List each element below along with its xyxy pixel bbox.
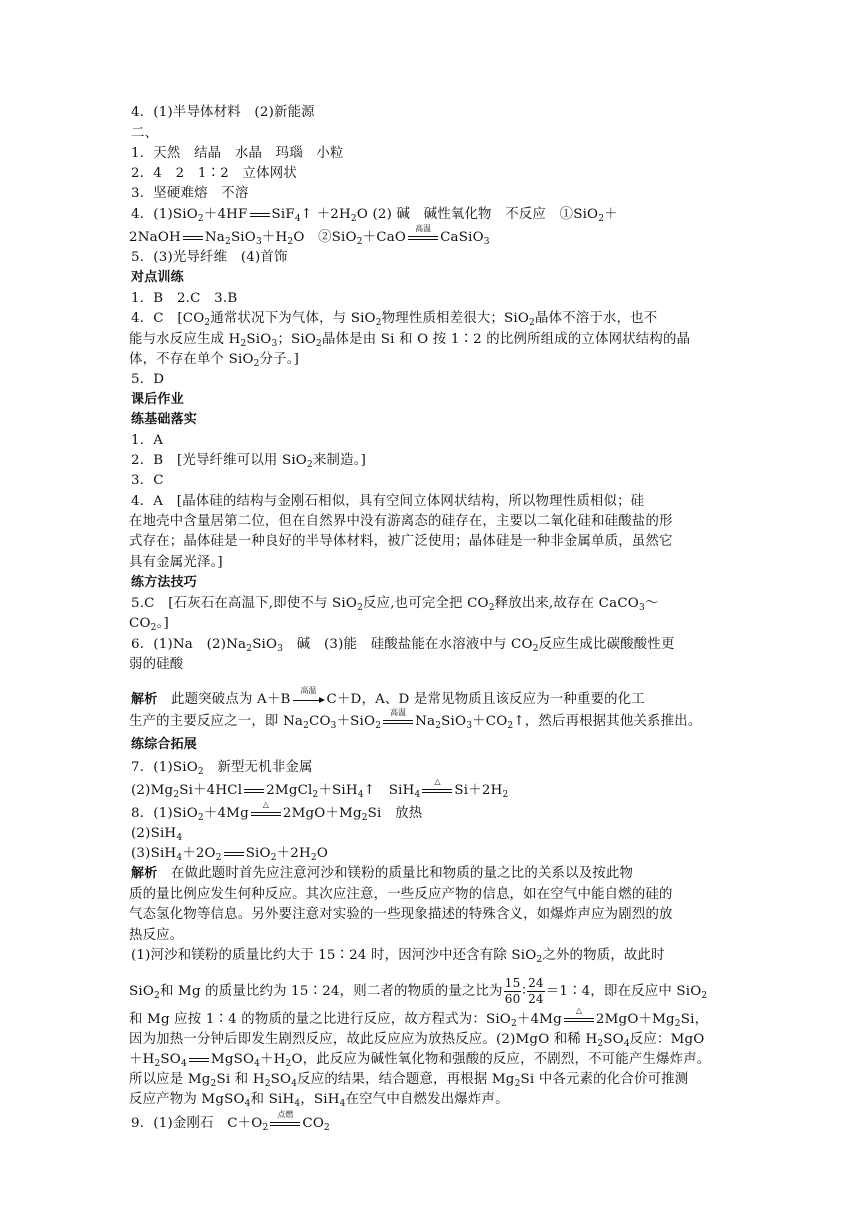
text-line: $CO_2$。] xyxy=(129,616,169,633)
text-line: (2)SiH$_4$ xyxy=(131,826,183,843)
text-line: 8．(1)SiO$_2$＋4Mg △ $2MgO+Mg_2Si$ 放热 xyxy=(131,804,731,828)
reaction-condition: 高温 xyxy=(390,708,407,717)
reaction-arrow xyxy=(291,686,327,710)
reaction-condition: 高温 xyxy=(300,686,317,695)
text-line: 2．4 2 1∶2 立体网状 xyxy=(131,166,297,181)
text-line: 5．D xyxy=(131,372,165,387)
text-line: 4．A [晶体硅的结构与金刚石相似，具有空间立体网状结构，所以物理性质相似；硅 xyxy=(131,494,645,509)
section-heading: 练方法技巧 xyxy=(131,575,198,590)
section-heading: 练综合拓展 xyxy=(131,737,198,752)
text-line: 能与水反应生成 $H_2SiO_3$；SiO$_2$晶体是由 Si 和 O 按 1∶2 的比例所组成的立体网状结构的晶 xyxy=(129,332,691,349)
equals-sign xyxy=(268,1110,302,1134)
equals-sign xyxy=(381,708,415,732)
text-line: $(3)SiH_4+2O_2$ $SiO_2+2H_2O$ xyxy=(131,846,328,863)
equals-sign xyxy=(562,1006,596,1030)
text-line: 1．A xyxy=(131,433,164,448)
text-line: 所以应是 $Mg_2Si$ 和 $H_2SO_4$反应的结果，结合题意，再根据 $Mg_2Si$ 中各元素的化合价可推测 xyxy=(129,1072,689,1089)
analysis-label: 解析 xyxy=(131,866,158,881)
text-line: 反应产物为 MgSO$_4$和 SiH$_4$，SiH$_4$在空气中自燃发出爆炸声。 xyxy=(129,1092,509,1109)
text-line: 气态氢化物等信息。另外要注意对实验的一些现象描述的特殊含义，如爆炸声应为剧烈的放 xyxy=(129,907,673,922)
text-line: 3．坚硬难熔 不溶 xyxy=(131,186,249,201)
text-line: 2NaOH $Na_2SiO_3+H_2O$ ②SiO$_2$＋CaO 高温 CaSiO$_3$ xyxy=(129,228,729,252)
text-line: 解析 在做此题时首先应注意河沙和镁粉的质量比和物质的量之比的关系以及按此物 xyxy=(131,866,634,881)
reaction-condition: 高温 xyxy=(415,224,432,233)
text-line: 1．B 2.C 3.B xyxy=(131,291,238,306)
text-line: 7．(1)SiO$_2$ 新型无机非金属 xyxy=(131,760,313,777)
reaction-condition: △ xyxy=(575,1006,582,1015)
text-line: 6．(1)Na $(2)Na_2SiO_3$ 碱 (3)能 硅酸盐能在水溶液中与 $CO_2$反应生成比碳酸酸性更 xyxy=(131,637,675,654)
equals-sign xyxy=(222,844,246,864)
text-line: 1．天然 结晶 水晶 玛瑙 小粒 xyxy=(131,146,344,161)
text-line: 4．(1)SiO$_2$＋4HF SiF$_4$↑ $+2H_2O$ (2) 碱 碱性氧化物 不反应 ①SiO$_2$＋ xyxy=(131,207,618,224)
fraction: $\frac{24}{24}$ xyxy=(528,976,544,1006)
text-line: SiO$_2$和 Mg 的质量比约为 15∶24，则二者的物质的量之比为 $\frac{15}{60}$ ∶ $\frac{24}{24}$ ＝1∶4，即在反应中 SiO$_2$ xyxy=(129,976,708,1006)
text-line: 具有金属光泽。] xyxy=(129,555,223,570)
reaction-condition: △ xyxy=(434,777,441,786)
text-line: 4．(1)半导体材料 (2)新能源 xyxy=(131,105,315,120)
fraction: $\frac{15}{60}$ xyxy=(504,976,521,1006)
text-line: $(2)Mg_2Si+4HCl$ 2MgCl$_2$＋SiH$_4$↑ SiH$_4$ △ $Si+2H_2$ xyxy=(131,781,731,805)
text-line: 9．(1)金刚石 $C+O_2$ 点燃 $CO_2$ xyxy=(131,1114,731,1138)
text-line: 热反应。 xyxy=(129,928,184,943)
text-line: 体，不存在单个 SiO$_2$分子。] xyxy=(129,352,300,369)
reaction-condition: △ xyxy=(262,800,269,809)
equals-sign xyxy=(420,777,454,801)
equals-sign xyxy=(181,228,205,248)
analysis-label: 解析 xyxy=(131,692,158,707)
equals-sign xyxy=(248,205,272,225)
text-line: 3．C xyxy=(131,473,164,488)
text-line: 5.C [石灰石在高温下,即使不与 SiO$_2$反应,也可完全把 $CO_2$释放出来,故存在 CaCO$_3$～ xyxy=(131,596,659,613)
text-line: 因为加热一分钟后即发生剧烈反应，故此反应应为放热反应。(2)MgO 和稀 $H_2SO_4$反应：MgO xyxy=(129,1032,705,1049)
text-line: 二、 xyxy=(131,126,159,141)
text-line: 解析 此题突破点为 A＋B 高温 C＋D，A、D 是常见物质且该反应为一种重要的化工 xyxy=(131,690,731,710)
text-line: 和 Mg 应按 1∶4 的物质的量之比进行反应，故方程式为：SiO$_2$＋4Mg △ $2MgO+Mg_2Si$， xyxy=(129,1010,729,1034)
text-line: 生产的主要反应之一，即 $Na_2CO_3+SiO_2$ 高温 $Na_2SiO_3+CO_2↑$，然后再根据其他关系推出。 xyxy=(129,712,729,736)
section-heading: 对点训练 xyxy=(131,270,184,285)
text-line: 弱的硅酸 xyxy=(129,657,184,672)
section-heading: 课后作业 xyxy=(131,392,184,407)
text-line: (1)河沙和镁粉的质量比约大于 15∶24 时，因河沙中还含有除 SiO$_2$之外的物质，故此时 xyxy=(131,948,665,965)
reaction-condition: 点燃 xyxy=(277,1110,294,1119)
text-line: 式存在；晶体硅是一种良好的半导体材料，被广泛使用；晶体硅是一种非金属单质，虽然它 xyxy=(129,534,673,549)
equals-sign xyxy=(406,224,440,248)
equals-sign xyxy=(187,1050,211,1070)
text-line: 4．C [$CO_2$通常状况下为气体，与 SiO$_2$物理性质相差很大；SiO$_2$晶体不溶于水，也不 xyxy=(131,311,658,328)
text-line: 2．B [光导纤维可以用 SiO$_2$来制造。] xyxy=(131,453,367,470)
section-heading: 练基础落实 xyxy=(131,412,198,427)
text-line: $+H_2SO_4$ $MgSO_4+H_2O$，此反应为碱性氧化物和强酸的反应，不剧烈，不可能产生爆炸声。 xyxy=(129,1052,711,1069)
text-line: 5．(3)光导纤维 (4)首饰 xyxy=(131,250,288,265)
text-line: 质的量比例应发生何种反应。其次应注意，一些反应产物的信息，如在空气中能自燃的硅的 xyxy=(129,887,673,902)
text-line: 在地壳中含量居第二位，但在自然界中没有游离态的硅存在，主要以二氧化硅和硅酸盐的形 xyxy=(129,514,673,529)
equals-sign xyxy=(249,800,283,824)
